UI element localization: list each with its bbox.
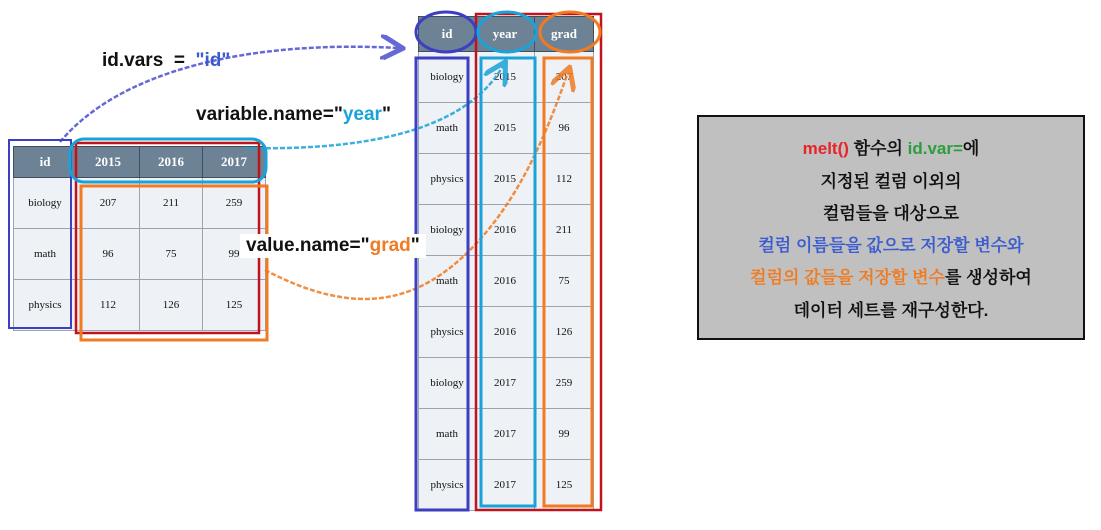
- note-line-3: 컬럼들을 대상으로: [822, 203, 960, 223]
- note-line-5-rest: 를 생성하여: [944, 268, 1032, 288]
- table-cell: 2016: [476, 256, 535, 307]
- note-line-2: 지정된 컬럼 이외의: [820, 171, 962, 191]
- table-cell: 207: [535, 52, 594, 103]
- variable-name-suffix: ": [381, 104, 391, 125]
- id-vars-label: [102, 50, 230, 72]
- long-table: [418, 16, 594, 511]
- table-cell: physics: [419, 460, 476, 511]
- note-end: 에: [962, 139, 980, 159]
- table-row: [419, 103, 594, 154]
- table-cell: 2015: [476, 154, 535, 205]
- table-cell: biology: [419, 205, 476, 256]
- table-cell: 126: [140, 280, 203, 331]
- table-cell: 259: [203, 178, 266, 229]
- table-cell: 207: [77, 178, 140, 229]
- table-cell: physics: [14, 280, 77, 331]
- table-cell: 125: [535, 460, 594, 511]
- table-row: [419, 52, 594, 103]
- note-func: melt(): [802, 139, 849, 159]
- explanation-note: [697, 115, 1085, 340]
- table-row: [14, 178, 266, 229]
- table-cell: 75: [535, 256, 594, 307]
- table-row: [419, 358, 594, 409]
- table-cell: 211: [140, 178, 203, 229]
- value-name-value: grad: [369, 235, 411, 256]
- id-vars-value: "id": [195, 50, 231, 71]
- value-name-suffix: ": [410, 235, 420, 256]
- table-row: [419, 154, 594, 205]
- table-cell: biology: [419, 358, 476, 409]
- value-name-label: [240, 234, 426, 258]
- table-cell: 126: [535, 307, 594, 358]
- note-line-5-highlight: 컬럼의 값들을 저장할 변수: [750, 268, 945, 288]
- table-row: [14, 229, 266, 280]
- table-cell: 2016: [476, 307, 535, 358]
- table-cell: physics: [419, 154, 476, 205]
- table-row: [419, 460, 594, 511]
- value-name-prefix: value.name=": [246, 235, 370, 256]
- table-cell: 2017: [476, 409, 535, 460]
- table-cell: 259: [535, 358, 594, 409]
- wide-table: [13, 146, 266, 331]
- long-header-year: year: [476, 17, 535, 52]
- table-cell: math: [419, 103, 476, 154]
- table-row: [14, 280, 266, 331]
- table-cell: 2017: [476, 460, 535, 511]
- table-cell: 112: [77, 280, 140, 331]
- wide-header-id: id: [14, 147, 77, 178]
- table-cell: 211: [535, 205, 594, 256]
- note-line-5: [703, 263, 1079, 288]
- long-table-header-row: [419, 17, 594, 52]
- long-table-container: [418, 16, 594, 511]
- note-line-4: 컬럼 이름들을 값으로 저장할 변수와: [758, 236, 1024, 256]
- table-cell: physics: [419, 307, 476, 358]
- table-cell: 99: [535, 409, 594, 460]
- table-cell: math: [419, 409, 476, 460]
- table-cell: 125: [203, 280, 266, 331]
- variable-name-prefix: variable.name=": [196, 104, 343, 125]
- wide-header-2017: 2017: [203, 147, 266, 178]
- long-header-id: id: [419, 17, 476, 52]
- wide-header-2015: 2015: [77, 147, 140, 178]
- note-arg: id.var=: [907, 139, 963, 159]
- note-line-1: [703, 134, 1079, 159]
- wide-header-2016: 2016: [140, 147, 203, 178]
- wide-table-container: [13, 146, 266, 331]
- table-cell: 2015: [476, 52, 535, 103]
- note-mid: 함수의: [848, 139, 908, 159]
- table-cell: math: [14, 229, 77, 280]
- table-cell: math: [419, 256, 476, 307]
- variable-name-label: [196, 104, 391, 126]
- table-cell: 99: [203, 229, 266, 280]
- table-cell: 2017: [476, 358, 535, 409]
- table-row: [419, 256, 594, 307]
- table-cell: 112: [535, 154, 594, 205]
- table-cell: 96: [535, 103, 594, 154]
- id-vars-prefix: id.vars =: [102, 50, 196, 71]
- table-row: [419, 307, 594, 358]
- table-cell: biology: [419, 52, 476, 103]
- table-cell: 75: [140, 229, 203, 280]
- note-line-6: 데이터 세트를 재구성한다.: [793, 300, 989, 320]
- long-header-grad: grad: [535, 17, 594, 52]
- table-row: [419, 409, 594, 460]
- variable-name-value: year: [342, 104, 382, 125]
- table-row: [419, 205, 594, 256]
- table-cell: biology: [14, 178, 77, 229]
- table-cell: 96: [77, 229, 140, 280]
- table-cell: 2016: [476, 205, 535, 256]
- table-cell: 2015: [476, 103, 535, 154]
- wide-table-header-row: [14, 147, 266, 178]
